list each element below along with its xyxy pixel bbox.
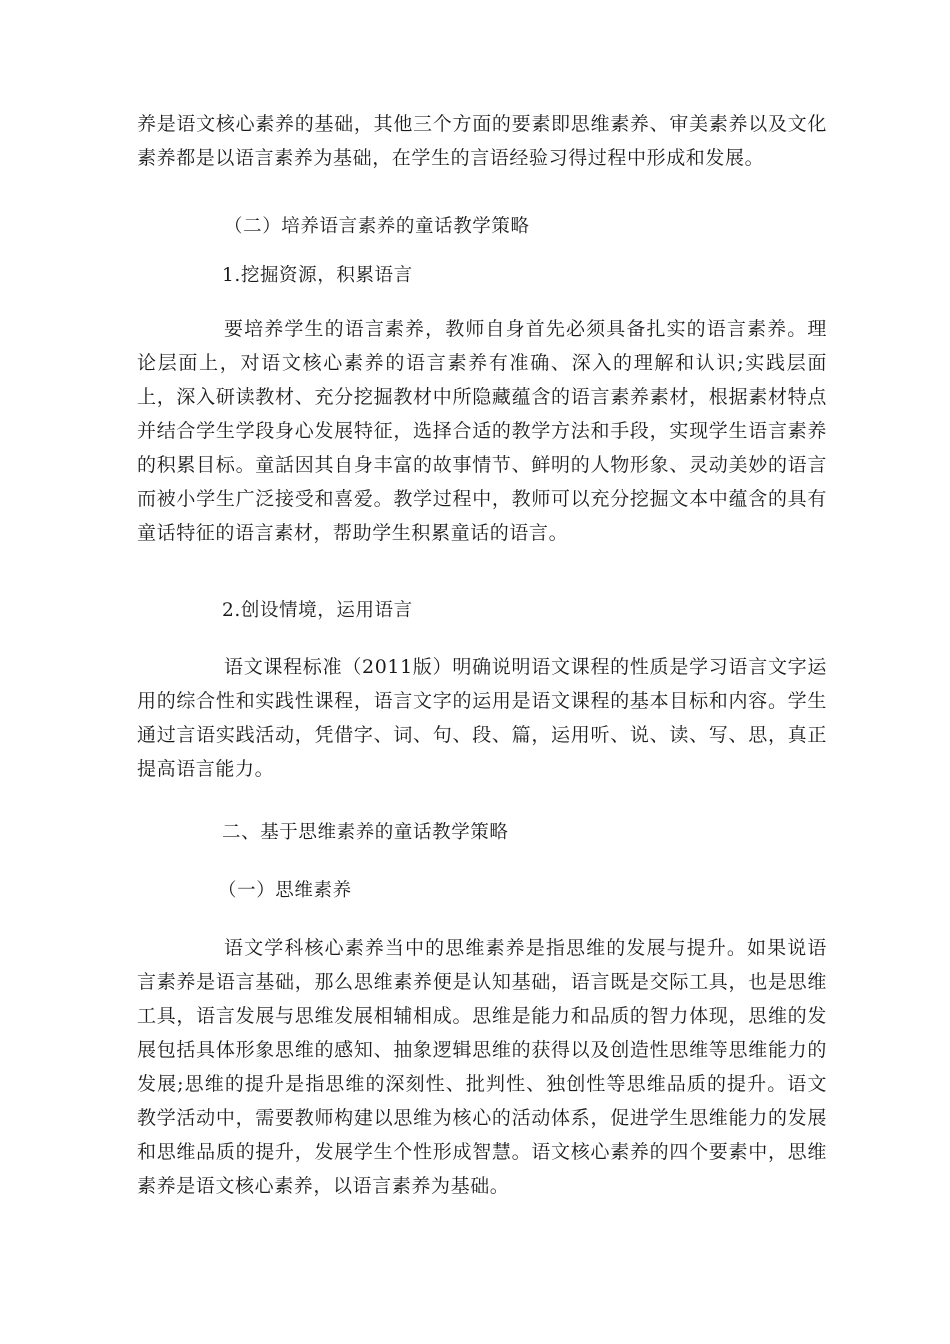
subsection-heading-thinking-literacy: （一）思维素养 [218,880,352,901]
paragraph-thinking-literacy: 语文学科核心素养当中的思维素养是指思维的发展与提升。如果说语言素养是语言基础，那么思维素养便是认知基础，语言既是交际工具，也是思维工具，语言发展与思维发展相辅相成。思维是能力和品质的智力体现，思维的发展包括具体形象思维的感知、抽象逻辑思维的获得以及创造性思维等思维能力的发展;思维的提升是指思维的深刻性、批判性、独创性等思维品质的提升。语文教学活动中，需要教师构建以思维为核心的活动体系，促进学生思维能力的发展和思维品质的提升，发展学生个性形成智慧。语文核心素养的四个要素中，思维素养是语文核心素养，以语言素养为基础。 [137,937,827,1197]
paragraph-intro: 养是语文核心素养的基础，其他三个方面的要素即思维素养、审美素养以及文化素养都是以语言素养为基础，在学生的言语经验习得过程中形成和发展。 [137,113,827,169]
paragraph-creating-situations: 语文课程标准（2011版）明确说明语文课程的性质是学习语言文字运用的综合性和实践性课程，语言文字的运用是语文课程的基本目标和内容。学生通过言语实践活动，凭借字、词、句、段、篇，运用听、说、读、写、思，真正提高语言能力。 [137,656,827,780]
section-heading-thinking-strategy: 二、基于思维素养的童话教学策略 [222,822,509,843]
item-heading-mining-resources: 1.挖掘资源，积累语言 [222,265,413,286]
subsection-heading-cultivating-language: （二）培养语言素养的童话教学策略 [224,216,530,237]
item-heading-creating-situations: 2.创设情境，运用语言 [222,600,413,621]
paragraph-mining-resources: 要培养学生的语言素养，教师自身首先必须具备扎实的语言素养。理论层面上，对语文核心素养的语言素养有准确、深入的理解和认识;实践层面上，深入研读教材、充分挖掘教材中所隐藏蕴含的语言素养素材，根据素材特点并结合学生学段身心发展特征，选择合适的教学方法和手段，实现学生语言素养的积累目标。童話因其自身丰富的故事情节、鲜明的人物形象、灵动美妙的语言而被小学生广泛接受和喜爱。教学过程中，教师可以充分挖掘文本中蕴含的具有童话特征的语言素材，帮助学生积累童话的语言。 [137,318,827,544]
